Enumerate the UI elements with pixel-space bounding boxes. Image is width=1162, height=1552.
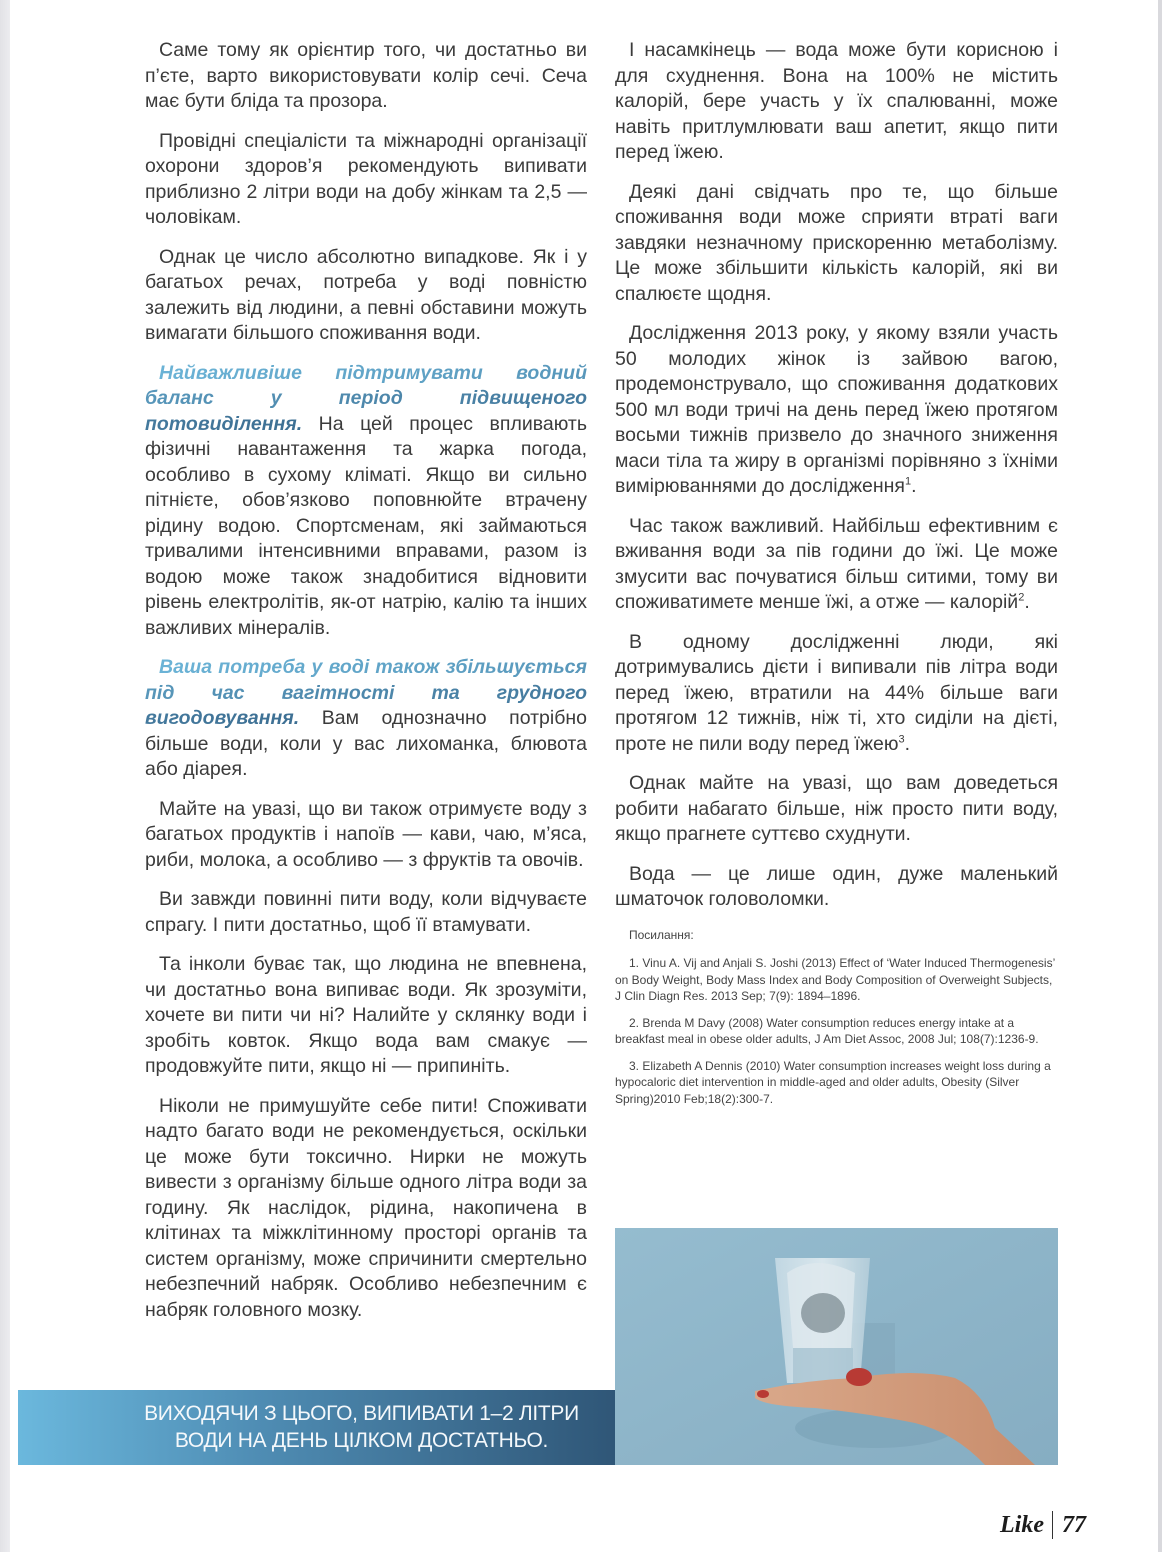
paragraph-with-highlight (145, 361, 587, 642)
footer-divider (1052, 1511, 1053, 1539)
paragraph: Провідні спеціалісти та міжнародні організації охорони здоров’я рекомендують випивати приблизно 2 літри води на добу жінкам та 2,5 — чоловікам. (145, 129, 587, 228)
reference-item: 1. Vinu A. Vij and Anjali S. Joshi (2013) Effect of ‘Water Induced Thermogenesis’ on Body Weight, Body Mass Index and Body Composition of Overweight Subjects, J Clin Diagn Res. 2013 Sep; 7(9): 1894–1896. (615, 956, 1055, 1003)
references-title: Посилання: (629, 927, 694, 942)
paragraph: Дослідження 2013 року, у якому взяли участь 50 молодих жінок із зайвою вагою, продемонструвало, що споживання додаткових 500 мл води тричі на день перед їжею протягом восьми тижнів призвело до значного зниження маси тіла та жиру в організмі порівняно з їхніми вимірюваннями до дослідження$^1$. (615, 322, 1058, 497)
left-column (145, 38, 587, 1337)
highlight-lead: Ваша потреба у воді також збільшується під час вагітності та грудного вигодовування. (145, 656, 587, 729)
reference-item: 2. Brenda M Davy (2008) Water consumption reduces energy intake at a breakfast meal in obese older adults, J Am Diet Assoc, 2008 Jul; 108(7):1236-9. (615, 1015, 1039, 1046)
paragraph: І насамкінець — вода може бути корисною і для схуднення. Вона на 100% не містить калорій, бере участь у їх спалюванні, може навіть притлумлювати ваш апетит, якщо пити перед їжею. (615, 39, 1058, 163)
page-edge-left (0, 0, 10, 1552)
paragraph: Саме тому як орієнтир того, чи достатньо ви п’єте, варто використовувати колір сечі. Сеча має бути бліда та прозора. (145, 39, 587, 112)
reference-item: 3. Elizabeth A Dennis (2010) Water consumption increases weight loss during a hypocaloric diet intervention in middle-aged and older adults, Obesity (Silver Spring)2010 Feb;18(2):300-7. (615, 1058, 1051, 1106)
callout-line: ВОДИ НА ДЕНЬ ЦІЛКОМ ДОСТАТНЬО. (174, 1429, 549, 1452)
paragraph: Вода — це лише один, дуже маленький шматочок головоломки. (615, 862, 1058, 910)
callout-line: ВИХОДЯЧИ З ЦЬОГО, ВИПИВАТИ 1–2 ЛІТРИ (144, 1402, 579, 1425)
page-edge-right (1158, 0, 1162, 1552)
paragraph-with-highlight (145, 655, 587, 783)
highlight-lead: Найважливіше підтримувати водний баланс у період підвищеного потовиділення. (145, 361, 587, 435)
photo-glass-of-water (615, 1228, 1058, 1465)
paragraph: Ви завжди повинні пити воду, коли відчуваєте спрагу. І пити достатньо, щоб її втамувати. (145, 888, 587, 936)
glass-hand-illustration-icon (615, 1228, 1058, 1465)
footnote-ref: 1 (904, 475, 912, 488)
paragraph: В одному дослідженні люди, які дотримувались дієти і випивали пів літра води перед їжею, втратили на 44% більше ваги протягом 12 тижнів, ніж ті, хто сиділи на дієті, проте не пили воду перед їжею$^3$. (615, 630, 1058, 755)
paragraph: Та інколи буває так, що людина не впевнена, чи достатньо вона випиває води. Як зрозуміти, хочете ви пити чи ні? Налийте у склянку води і зробіть ковток. Якщо вода вам смакує — продовжуйте пити, якщо ні — припиніть. (145, 953, 587, 1077)
paragraph: Ніколи не примушуйте себе пити! Споживати надто багато води не рекомендується, оскільки це може бути токсично. Нирки не можуть вивести з організму більше одного літра води за годину. Як наслідок, рідина, накопичена в клітинах та міжклітинному просторі органів та систем організму, може спричинити смертельно небезпечний набряк. Особливо небезпечним є набряк головного мозку. (145, 1094, 587, 1321)
callout-box (18, 1390, 615, 1465)
footnote-ref: 3 (898, 733, 905, 745)
paragraph: Час також важливий. Найбільш ефективним є вживання води за пів години до їжі. Це може змусити вас почуватися більш ситими, тому ви споживатимете менше їжі, а отже — калорій$^2$. (615, 514, 1058, 613)
right-column (615, 38, 1058, 1117)
page-footer (1000, 1510, 1086, 1540)
paragraph: Однак майте на увазі, що вам доведеться робити набагато більше, ніж просто пити воду, якщо прагнете суттєво схуднути. (615, 772, 1058, 845)
footnote-ref: 2 (1018, 591, 1025, 604)
page-number: 77 (1061, 1511, 1086, 1538)
paragraph: Однак це число абсолютно випадкове. Як і у багатьох речах, потреба у воді повністю залежить від людини, а певні обставини можуть вимагати більшого споживання води. (145, 245, 587, 344)
paragraph-body: На цей процес впливають фізичні навантаження та жарка погода, особливо в сухому кліматі. Якщо ви сильно пітнієте, обов’язково поповнюйте втрачену рідину водою. Спортсменам, які займаються тривалими інтенсивними вправами, разом із водою може також знадобитися відновити рівень електролітів, як-от натрію, калію та інших важливих мінералів. (145, 412, 587, 639)
paragraph: Майте на увазі, що ви також отримуєте воду з багатьох продуктів і напоїв — кави, чаю, м’яса, риби, молока, а особливо — з фруктів та овочів. (145, 797, 587, 871)
paragraph-body: Вам однозначно потрібно більше води, коли у вас лихоманка, блювота або діарея. (145, 707, 587, 780)
magazine-logo: Like (1000, 1511, 1044, 1538)
references (615, 927, 1058, 1108)
paragraph: Деякі дані свідчать про те, що більше споживання води може сприяти втраті ваги завдяки незначному прискоренню метаболізму. Це може збільшити кількість калорій, які ви спалюєте щодня. (615, 180, 1058, 305)
